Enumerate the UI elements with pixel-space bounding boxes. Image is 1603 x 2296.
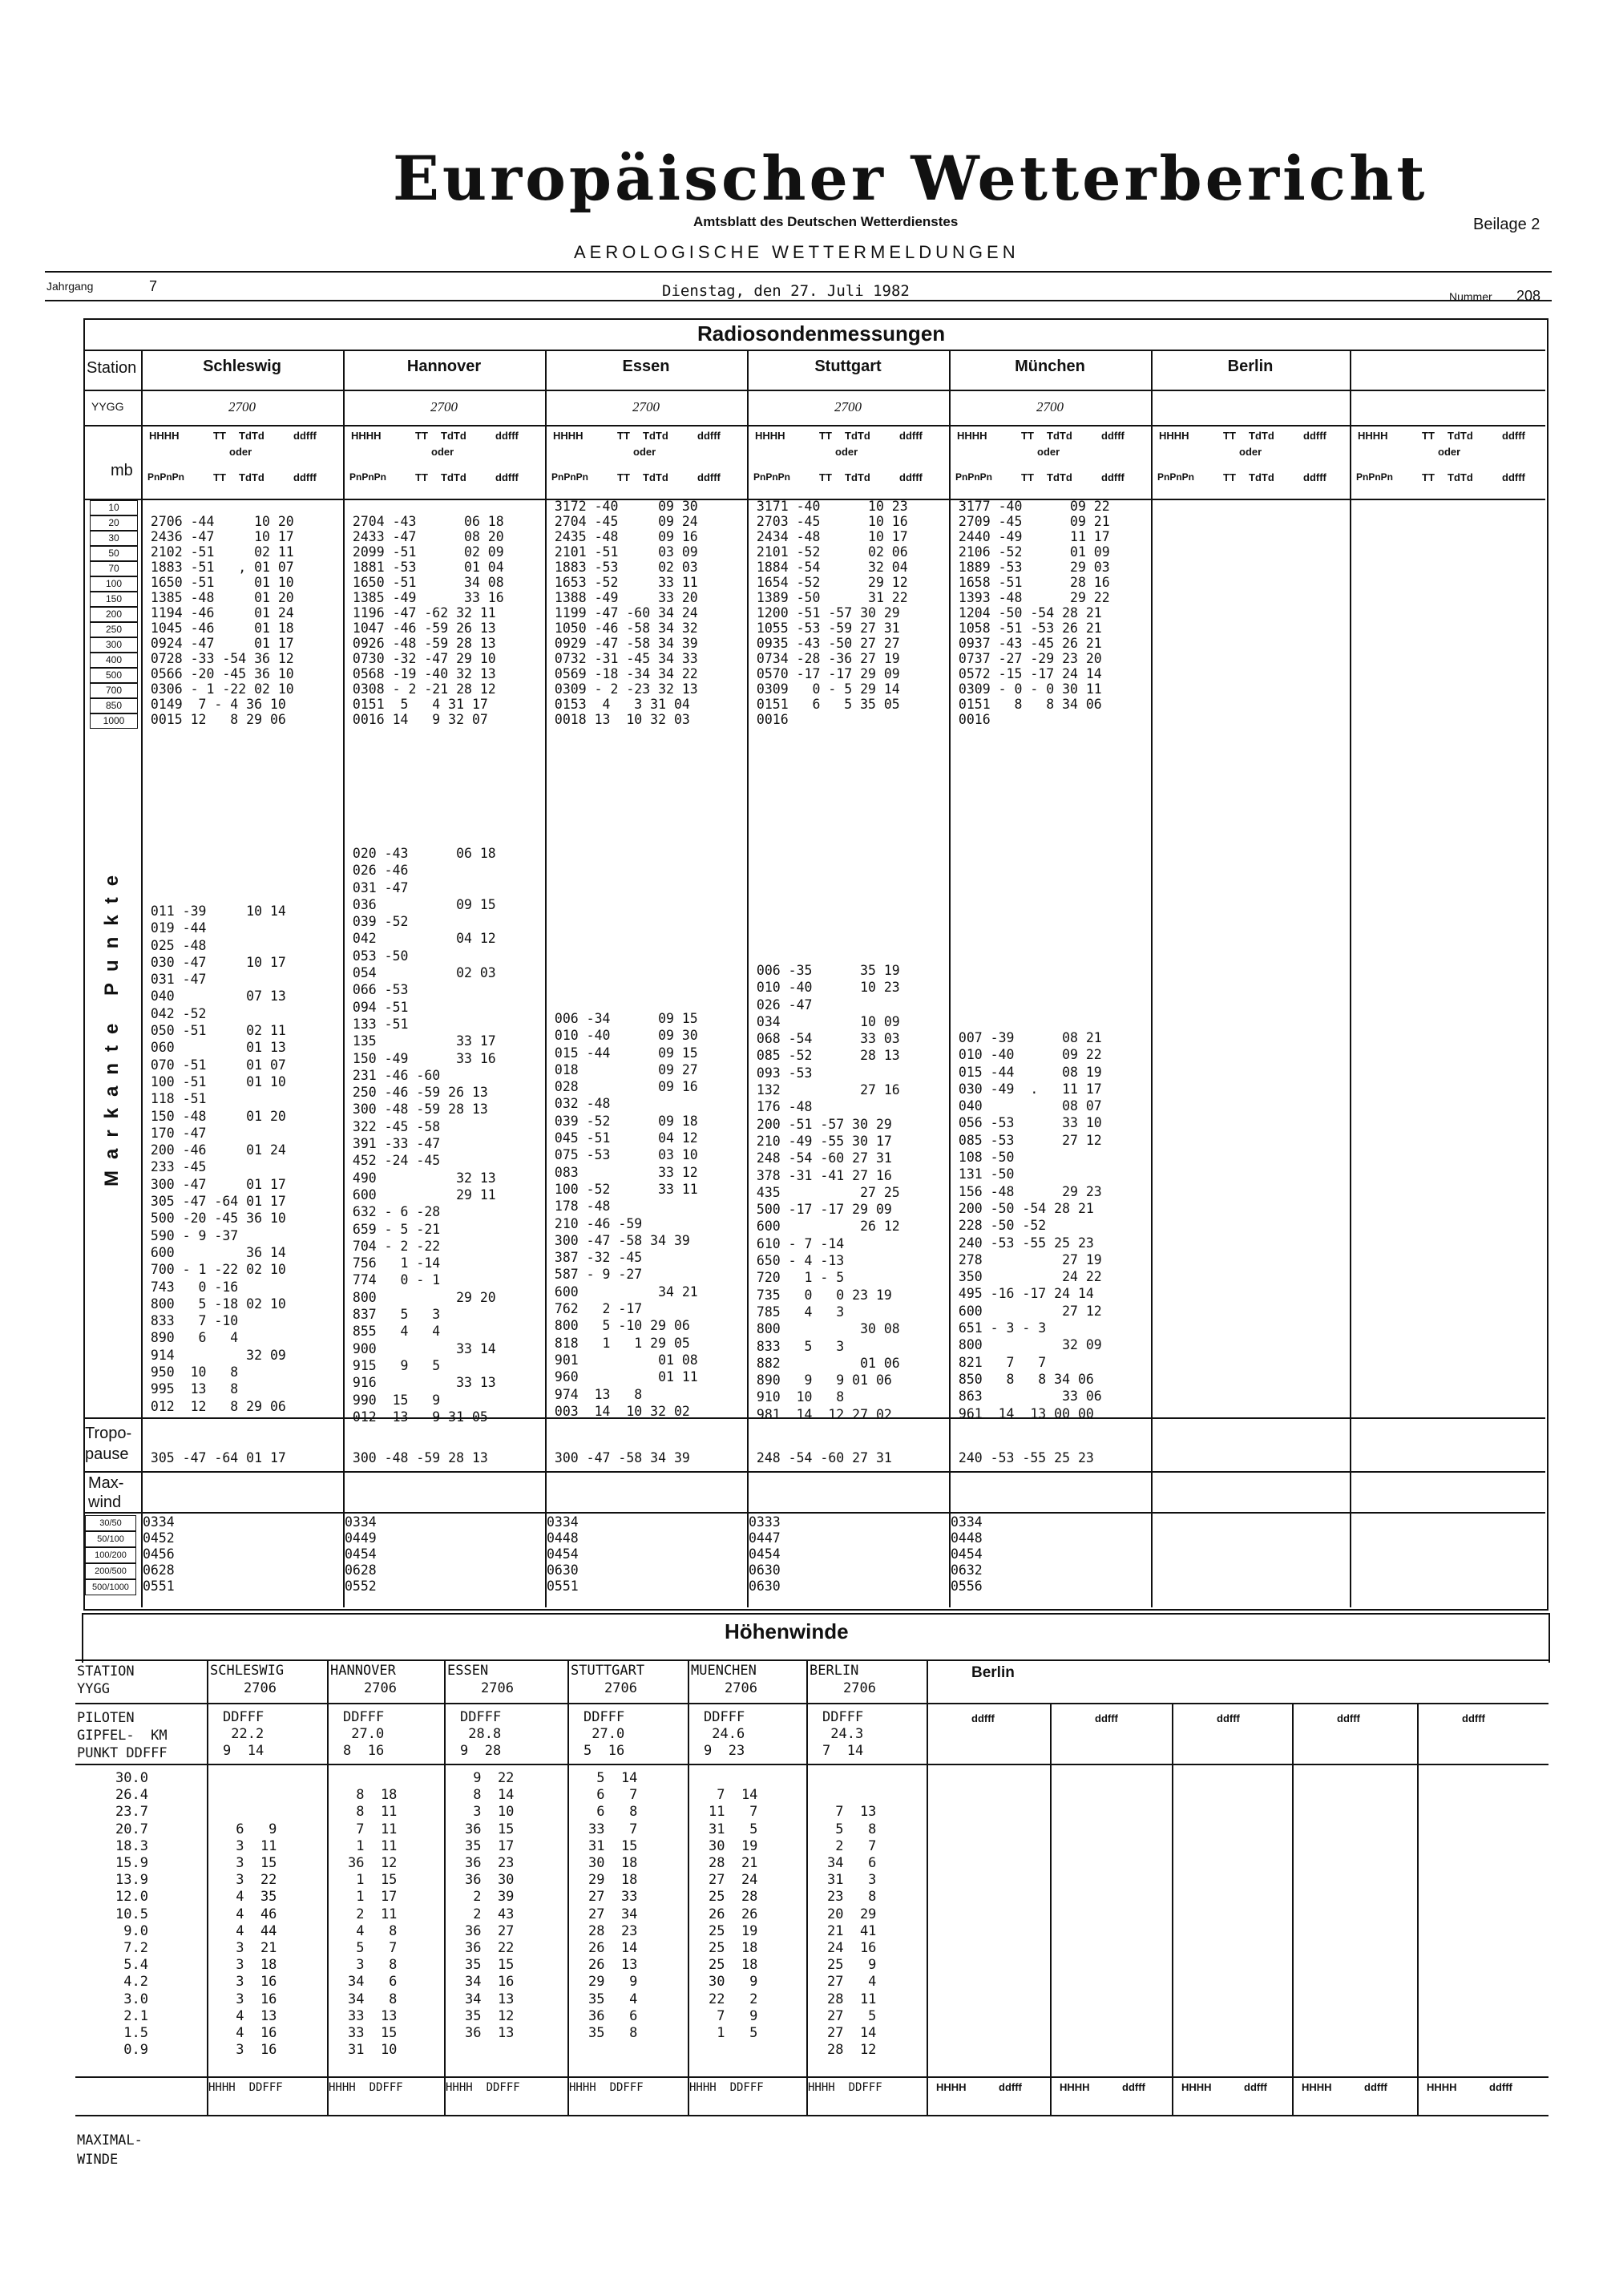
mb-level-1000: 1000 [90,713,138,729]
station-name-4: München [1015,358,1085,375]
hw-max-hdr-4: HHHH DDFFF [689,2081,764,2094]
radiosonde-heading: Radiosondenmessungen [697,321,946,346]
hdr-td-4: TdTd [1047,430,1072,442]
hdr-hhhh-4: HHHH [957,430,987,442]
jahrgang-label: Jahrgang [46,280,94,293]
hdr-tt2-6: TT [1422,471,1435,483]
hdr-ppp-1: PnPnPn [349,471,387,483]
hdr-td2-5: TdTd [1249,471,1274,483]
beilage-label: Beilage 2 [1473,216,1540,233]
hw-gipfel-5: DDFFF 24.3 7 14 [822,1709,864,1759]
hw-yygg-2: 2706 [481,1680,514,1696]
page-subtitle: Amtsblatt des Deutschen Wetterdienstes [693,214,959,229]
hw-berlin-box: Berlin [971,1664,1015,1681]
winds-1: 0334 0449 0454 0628 0552 [345,1514,377,1594]
mb-level-100: 100 [90,576,138,592]
hw-right-hhhh-4: HHHH [1427,2081,1457,2093]
nummer-label: Nummer [1449,290,1492,303]
issue-date: Dienstag, den 27. Juli 1982 [662,282,910,300]
hdr-tt-5: TT [1223,430,1236,442]
std-levels-0: 2706 -44 10 20 2436 -47 10 17 2102 -51 02 11 1883 -51 , 01 07 1650 -51 01 10 1385 -48 01 20 1194 -46 01 24 1045 -46 01 18 0924 -47 01 17 0728 -33 -54 36 12 0566 -20 -45 36 10 0306 - 1 -22 02 10 0149 7 - 4 36 10 0015 12 8 29 06 [150,514,294,727]
hdr-dd-2: ddfff [697,430,721,442]
hw-yygg-3: 2706 [604,1680,637,1696]
hdr-dd2-1: ddfff [495,471,519,483]
hdr-dd-1: ddfff [495,430,519,442]
hdr-tt2-3: TT [819,471,832,483]
mb-level-10: 10 [90,500,138,515]
hw-station-4: MUENCHEN [691,1663,757,1679]
hdr-tt2-5: TT [1223,471,1236,483]
hw-station-0: SCHLESWIG [210,1663,285,1679]
hdr-oder-1: oder [431,446,454,458]
winds-2: 0334 0448 0454 0630 0551 [547,1514,579,1594]
hdr-tt-1: TT [415,430,428,442]
hdr-tt-3: TT [819,430,832,442]
mb-level-20: 20 [90,515,138,531]
mb-level-30: 30 [90,531,138,546]
mb-label: mb [111,462,133,479]
std-levels-2: 3172 -40 09 30 2704 -45 09 24 2435 -48 09 16 2101 -51 03 09 1883 -53 02 03 1653 -52 33 11 1388 -49 33 20 1199 -47 -60 34 24 1050 -46 -58 34 32 0929 -47 -58 34 39 0732 -31 -45 34 33 0569 -18 -34 34 22 0309 - 2 -23 32 13 0153 4 3 31 04 0018 13 10 32 03 [554,499,698,727]
header-rule-top [45,271,1552,273]
jahrgang-value: 7 [149,278,158,294]
hw-right-dd2-0: ddfff [999,2081,1022,2093]
marks-4: 007 -39 08 21 010 -40 09 22 015 -44 08 19 030 -49 . 11 17 040 08 07 056 -53 33 10 085 -53 27 12 108 -50 131 -50 156 -48 29 23 200 -50 -54 28 21 228 -50 -52 240 -53 -55 25 23 278 27 19 350 24 22 495 -16 -17 24 14 600 27 12 651 - 3 - 3 800 32 09 821 7 7 850 8 8 34 06 863 33 06 961 14 13 00 00 [958,1030,1102,1421]
station-name-5: Berlin [1227,358,1274,375]
hw-max-hdr-1: HHHH DDFFF [329,2081,403,2094]
nummer-value: 208 [1516,288,1541,304]
hw-gipfel-1: DDFFF 27.0 8 16 [343,1709,385,1759]
station-yygg-4: 2700 [1036,399,1064,414]
hdr-td2-2: TdTd [643,471,668,483]
hw-max-hdr-3: HHHH DDFFF [569,2081,644,2094]
winds-3: 0333 0447 0454 0630 0630 [749,1514,781,1594]
hoehenwinde-table [82,1613,1548,1615]
hdr-dd2-3: ddfff [899,471,923,483]
header-rule-bottom [45,300,1552,301]
mb-level-70: 70 [90,561,138,576]
hdr-tt-4: TT [1021,430,1034,442]
yygg-label: YYGG [91,400,124,413]
wind-layer-1: 50/100 [85,1531,136,1547]
hdr-hhhh-6: HHHH [1358,430,1388,442]
marks-3: 006 -35 35 19 010 -40 10 23 026 -47 034 10 09 068 -54 33 03 085 -52 28 13 093 -53 132 27 16 176 -48 200 -51 -57 30 29 210 -49 -55 30 17 248 -54 -60 27 31 378 -31 -41 27 16 435 27 25 500 -17 -17 29 09 600 26 12 610 - 7 -14 650 - 4 -13 720 1 - 5 735 0 0 23 19 785 4 3 800 30 08 833 5 3 882 01 06 890 9 9 01 06 910 10 8 981 14 12 27 02 [756,963,900,1422]
marks-2: 006 -34 09 15 010 -40 09 30 015 -44 09 15 018 09 27 028 09 16 032 -48 039 -52 09 18 045 -51 04 12 075 -53 03 10 083 33 12 100 -52 33 11 178 -48 210 -46 -59 300 -47 -58 34 39 387 -32 -45 587 - 9 -27 600 34 21 762 2 -17 800 5 -10 29 06 818 1 1 29 05 901 01 08 960 01 11 974 13 8 003 14 10 32 02 [554,1011,698,1419]
station-name-1: Hannover [406,358,482,375]
hw-yygg-4: 2706 [725,1680,757,1696]
hdr-oder-2: oder [633,446,656,458]
hw-station-5: BERLIN [810,1663,859,1679]
mb-level-400: 400 [90,653,138,668]
hdr-tt2-0: TT [213,471,226,483]
hw-column-1: 8 18 8 11 7 11 1 11 36 12 1 15 1 17 2 11 4 8 5 7 3 8 34 6 34 8 33 13 33 15 31 10 [348,1787,398,2059]
hw-max-hdr-2: HHHH DDFFF [446,2081,520,2094]
hw-right-dd2-2: ddfff [1244,2081,1267,2093]
hdr-td-1: TdTd [441,430,466,442]
tropo-4: 240 -53 -55 25 23 [951,1450,1094,1465]
hw-column-5: 7 13 5 8 2 7 34 6 31 3 23 8 20 29 21 41 24 16 25 9 27 4 28 11 27 5 27 14 28 12 [827,1804,877,2059]
hw-yygg-1: 2706 [364,1680,397,1696]
hw-right-hhhh-2: HHHH [1181,2081,1212,2093]
station-name-3: Stuttgart [814,358,882,375]
hdr-hhhh-1: HHHH [351,430,382,442]
page-title: Europäischer Wetterbericht [393,143,1428,214]
hw-right-dd-0: ddfff [971,1712,995,1724]
hw-right-dd2-4: ddfff [1489,2081,1512,2093]
hw-right-hhhh-3: HHHH [1302,2081,1332,2093]
hw-gipfel-4: DDFFF 24.6 9 23 [704,1709,745,1759]
hdr-ppp-3: PnPnPn [753,471,791,483]
hw-column-0: 6 9 3 11 3 15 3 22 4 35 4 46 4 44 3 21 3 18 3 16 3 16 4 13 4 16 3 16 [236,1821,277,2059]
std-levels-1: 2704 -43 06 18 2433 -47 08 20 2099 -51 02 09 1881 -53 01 04 1650 -51 34 08 1385 -49 33 16 1196 -47 -62 32 11 1047 -46 -59 26 13 0926 -48 -59 28 13 0730 -32 -47 29 10 0568 -19 -40 32 13 0308 - 2 -21 28 12 0151 5 4 31 17 0016 14 9 32 07 [352,514,504,727]
tropo-2: 300 -47 -58 34 39 [547,1450,690,1465]
hw-gipfel-2: DDFFF 28.8 9 28 [460,1709,502,1759]
std-levels-3: 3171 -40 10 23 2703 -45 10 16 2434 -48 10 17 2101 -52 02 06 1884 -54 32 04 1654 -52 29 12 1389 -50 31 22 1200 -51 -57 30 29 1055 -53 -59 27 31 0935 -43 -50 27 27 0734 -28 -36 27 19 0570 -17 -17 29 09 0309 0 - 5 29 14 0151 6 5 35 05 0016 [756,499,908,727]
tropo-3: 248 -54 -60 27 31 [749,1450,892,1465]
hw-right-dd-1: ddfff [1095,1712,1118,1724]
hdr-dd2-6: ddfff [1502,471,1525,483]
hw-right-dd-2: ddfff [1217,1712,1240,1724]
hdr-ppp-2: PnPnPn [551,471,589,483]
hw-right-dd-3: ddfff [1337,1712,1360,1724]
mb-level-700: 700 [90,683,138,698]
wind-layer-0: 30/50 [85,1515,136,1531]
hdr-td-3: TdTd [845,430,870,442]
mb-level-150: 150 [90,592,138,607]
hw-column-2: 9 22 8 14 3 10 36 15 35 17 36 23 36 30 2 39 2 43 36 27 36 22 35 15 34 16 34 13 35 12 36 13 [465,1770,515,2042]
hdr-hhhh-2: HHHH [553,430,583,442]
hdr-dd2-4: ddfff [1101,471,1125,483]
hw-right-dd2-1: ddfff [1122,2081,1145,2093]
station-name-2: Essen [622,358,670,375]
hdr-tt-0: TT [213,430,226,442]
hdr-dd-5: ddfff [1303,430,1326,442]
hdr-oder-5: oder [1239,446,1262,458]
marks-1: 020 -43 06 18 026 -46 031 -47 036 09 15 039 -52 042 04 12 053 -50 054 02 03 066 -53 094 -51 133 -51 135 33 17 150 -49 33 16 231 -46 -60 250 -46 -59 26 13 300 -48 -59 28 13 322 -45 -58 391 -33 -47 452 -24 -45 490 32 13 600 29 11 632 - 6 -28 659 - 5 -21 704 - 2 -22 756 1 -14 774 0 - 1 800 29 20 837 5 3 855 4 4 900 33 14 915 9 5 916 33 13 990 15 9 012 13 9 31 05 [352,846,496,1425]
hdr-tt2-2: TT [617,471,630,483]
hdr-td-2: TdTd [643,430,668,442]
winds-0: 0334 0452 0456 0628 0551 [143,1514,175,1594]
tropo-1: 300 -48 -59 28 13 [345,1450,488,1465]
station-name-0: Schleswig [203,358,281,375]
hw-piloten-label: PILOTEN GIPFEL- KM PUNKT DDFFF [77,1710,168,1761]
hw-column-4: 7 14 11 7 31 5 30 19 28 21 27 24 25 28 26 26 25 19 25 18 25 18 30 9 22 2 7 9 1 5 [709,1787,758,2042]
hw-km-levels: 30.0 26.4 23.7 20.7 18.3 15.9 13.9 12.0 10.5 9.0 7.2 5.4 4.2 3.0 2.1 1.5 0.9 [115,1770,148,2059]
hw-gipfel-0: DDFFF 22.2 9 14 [223,1709,264,1759]
mb-level-300: 300 [90,637,138,653]
hdr-dd-0: ddfff [293,430,317,442]
hw-station-3: STUTTGART [571,1663,645,1679]
hdr-dd2-5: ddfff [1303,471,1326,483]
station-yygg-0: 2700 [228,399,256,414]
maxwind-label: Max- wind [88,1474,124,1511]
hdr-dd-6: ddfff [1502,430,1525,442]
wind-layer-4: 500/1000 [85,1579,136,1595]
mb-level-250: 250 [90,622,138,637]
wind-layer-2: 100/200 [85,1547,136,1563]
markante-punkte-label: Markante Punkte [101,863,123,1186]
hw-column-3: 5 14 6 7 6 8 33 7 31 15 30 18 29 18 27 33 27 34 28 23 26 14 26 13 29 9 35 4 36 6 35 8 [588,1770,638,2042]
hdr-hhhh-3: HHHH [755,430,785,442]
hdr-td-0: TdTd [239,430,264,442]
winds-4: 0334 0448 0454 0632 0556 [951,1514,983,1594]
hw-right-dd-4: ddfff [1462,1712,1485,1724]
hdr-ppp-6: PnPnPn [1356,471,1394,483]
hw-right-hhhh-1: HHHH [1060,2081,1090,2093]
hdr-tt-2: TT [617,430,630,442]
hw-gipfel-3: DDFFF 27.0 5 16 [583,1709,625,1759]
hw-maximalwinde-label: MAXIMAL- WINDE [77,2132,143,2168]
mb-level-200: 200 [90,607,138,622]
tropopause-label: Tropo- pause [85,1425,132,1463]
tropo-0: 305 -47 -64 01 17 [143,1450,286,1465]
hdr-dd-3: ddfff [899,430,923,442]
mb-level-850: 850 [90,698,138,713]
station-yygg-3: 2700 [834,399,862,414]
hw-yygg-0: 2706 [244,1680,277,1696]
hdr-td2-3: TdTd [845,471,870,483]
hdr-tt2-4: TT [1021,471,1034,483]
hdr-ppp-4: PnPnPn [955,471,993,483]
section-title: AEROLOGISCHE WETTERMELDUNGEN [574,242,1020,262]
hdr-oder-0: oder [229,446,252,458]
hw-station-1: HANNOVER [330,1663,396,1679]
hdr-dd2-2: ddfff [697,471,721,483]
hdr-td2-0: TdTd [239,471,264,483]
hdr-ppp-0: PnPnPn [147,471,185,483]
hdr-oder-3: oder [835,446,858,458]
station-yygg-2: 2700 [632,399,660,414]
hdr-td2-1: TdTd [441,471,466,483]
wind-layer-3: 200/500 [85,1563,136,1579]
hw-yygg-5: 2706 [843,1680,876,1696]
hdr-td-5: TdTd [1249,430,1274,442]
hdr-oder-6: oder [1438,446,1461,458]
mb-level-50: 50 [90,546,138,561]
hdr-tt-6: TT [1422,430,1435,442]
hdr-td-6: TdTd [1448,430,1473,442]
hoehenwinde-heading: Höhenwinde [725,1619,849,1643]
hdr-hhhh-0: HHHH [149,430,180,442]
hdr-tt2-1: TT [415,471,428,483]
hw-station-label: STATION YYGG [77,1663,135,1697]
mb-level-500: 500 [90,668,138,683]
hw-right-dd2-3: ddfff [1364,2081,1387,2093]
hdr-hhhh-5: HHHH [1159,430,1189,442]
hdr-td2-6: TdTd [1448,471,1473,483]
hw-max-hdr-0: HHHH DDFFF [208,2081,283,2094]
marks-0: 011 -39 10 14 019 -44 025 -48 030 -47 10 17 031 -47 040 07 13 042 -52 050 -51 02 11 060 01 13 070 -51 01 07 100 -51 01 10 118 -51 150 -48 01 20 170 -47 200 -46 01 24 233 -45 300 -47 01 17 305 -47 -64 01 17 500 -20 -45 36 10 590 - 9 -37 600 36 14 700 - 1 -22 02 10 743 0 -16 800 5 -18 02 10 833 7 -10 890 6 4 914 32 09 950 10 8 995 13 8 012 12 8 29 06 [150,903,286,1414]
std-levels-4: 3177 -40 09 22 2709 -45 09 21 2440 -49 11 17 2106 -52 01 09 1889 -53 29 03 1658 -51 28 16 1393 -48 29 22 1204 -50 -54 28 21 1058 -51 -53 26 21 0937 -43 -45 26 21 0737 -27 -29 23 20 0572 -15 -17 24 14 0309 - 0 - 0 30 11 0151 8 8 34 06 0016 [958,499,1110,727]
hdr-dd-4: ddfff [1101,430,1125,442]
hw-right-hhhh-0: HHHH [936,2081,967,2093]
hdr-dd2-0: ddfff [293,471,317,483]
hw-max-hdr-5: HHHH DDFFF [808,2081,882,2094]
hdr-ppp-5: PnPnPn [1157,471,1195,483]
hdr-td2-4: TdTd [1047,471,1072,483]
hw-station-2: ESSEN [447,1663,489,1679]
station-yygg-1: 2700 [430,399,458,414]
station-label: Station [87,359,137,377]
hdr-oder-4: oder [1037,446,1060,458]
